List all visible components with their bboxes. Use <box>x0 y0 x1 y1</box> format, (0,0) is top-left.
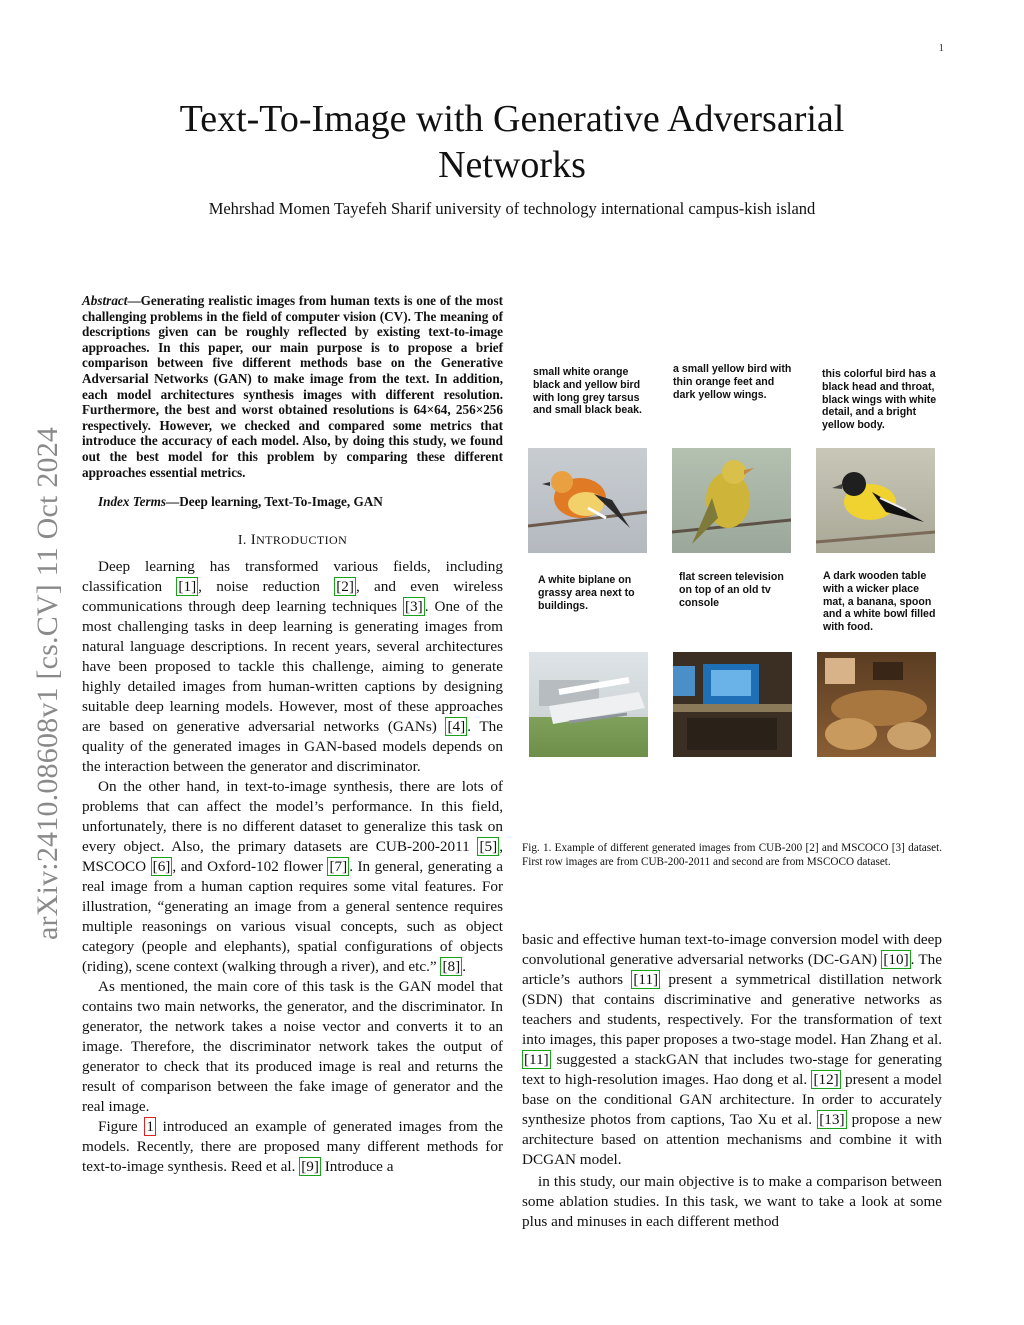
figure-1 <box>522 355 942 825</box>
paragraph-intro-1: Deep learning has transformed various fields, including classification [1] , noise reduction [2] , and even wireless communications through deep learning techniques [3] . One of the most challenging tasks in deep learning is generating images from natural language descriptions. In recent years, several architectures have been proposed to tackle this challenge, aiming to generate highly detailed images from human-written captions by designing suitable deep learning models. However, most of these approaches are based on generative adversarial networks (GANs) [4] . The quality of the generated images in GAN-based models depends on the interaction between the generator and discriminator. <box>82 558 503 776</box>
figure-prompt: a small yellow bird with thin orange feet and dark yellow wings. <box>673 363 792 401</box>
paragraph-intro-2: On the other hand, in text-to-image synthesis, there are lots of problems that can affect the model’s performance. In this field, unfortunately, there is no different dataset to generalize this task on every object. Also, the primary datasets are CUB-200-2011 [5] , MSCOCO [6] , and Oxford-102 flower [7] . In general, generating a real image from a human caption requires some vital features. For illustration, “generating an image from a general sentence requires multiple reasonings on various visual concepts, such as object category (people and elephants), spatial configurations of objects (riding), scene context (walking through a river), and etc.” [8] . <box>82 778 503 976</box>
index-terms <box>98 494 503 510</box>
figure-prompt: flat screen television on top of an old tv console <box>679 571 784 609</box>
paper-title: Text-To-Image with Generative Adversarial Networks <box>179 98 845 186</box>
index-terms-label: Index Terms <box>98 494 167 510</box>
generated-image-bird-yellow <box>672 448 791 553</box>
abstract <box>82 293 503 480</box>
figure-reference-link[interactable]: 1 <box>146 1118 154 1136</box>
citation-link[interactable]: [8] <box>442 958 461 976</box>
figure-prompt: A dark wooden table with a wicker place mat, a banana, spoon and a white bowl filled with food. <box>823 570 936 634</box>
citation-link[interactable]: [3] <box>404 598 423 616</box>
citation-link[interactable]: [4] <box>447 718 466 736</box>
paragraph-intro-4: Figure 1 introduced an example of generated images from the models. Recently, there are proposed many different methods for text-to-image synthesis. Reed et al. [9] Introduce a <box>82 1118 504 1176</box>
citation-link[interactable]: [5] <box>479 838 498 856</box>
citation-link[interactable]: [2] <box>336 578 354 596</box>
generated-image-table <box>817 652 936 757</box>
paragraph-intro-4-continued: basic and effective human text-to-image conversion model with deep convolutional generative adversarial networks (DC-GAN) [10] . The article’s authors [11] present a symmetrical distillation network (SDN) that contains discriminative and generative networks as teachers and students, respectively. For the transformation of text into images, this paper proposes a two-stage model. Han Zhang et al. [11] suggested a stackGAN that includes two-stage for generating text to high-resolution images. Hao dong et al. [12] present a model base on the conditional GAN architecture. In order to accurately synthesize photos from captions, Tao Xu et al. [13] propose a new architecture based on attention mechanisms and combine it with DCGAN model. <box>522 931 943 1168</box>
index-terms-text: —Deep learning, Text-To-Image, GAN <box>166 494 383 510</box>
generated-image-television <box>673 652 792 757</box>
figure-prompt: small white orange black and yellow bird with long grey tarsus and small black beak. <box>533 366 642 417</box>
left-column <box>82 293 503 1177</box>
citation-link[interactable]: [9] <box>301 1158 319 1176</box>
citation-link[interactable]: [12] <box>813 1071 839 1088</box>
citation-link[interactable]: [11] <box>633 971 659 988</box>
citation-link[interactable]: [10] <box>883 951 909 968</box>
citation-link[interactable]: [7] <box>329 858 348 876</box>
citation-link[interactable]: [1] <box>178 578 197 596</box>
citation-link[interactable]: [13] <box>819 1111 845 1128</box>
arxiv-identifier: arXiv:2410.08608v1 [cs.CV] 11 Oct 2024 <box>31 426 64 940</box>
right-column <box>522 930 942 1232</box>
figure-prompt: this colorful bird has a black head and throat, black wings with white detail, and a bright yellow body. <box>822 368 937 432</box>
section-heading-introduction: I. INTRODUCTION <box>237 532 348 549</box>
paragraph-intro-5: in this study, our main objective is to make a comparison between some ablation studies. In this task, we want to take a look at some plus and minuses in each different method <box>522 1173 942 1230</box>
author-line: Mehrshad Momen Tayefeh Sharif university of technology international campus-kish island <box>208 199 816 218</box>
page-number: 1 <box>938 42 944 54</box>
generated-image-biplane <box>529 652 648 757</box>
abstract-text: —Generating realistic images from human texts is one of the most challenging problems in the field of computer vision (CV). The meaning of descriptions given can be roughly reflected by existing text-to-image approaches. In this paper, our main purpose is to propose a brief comparison between five different methods base on the Generative Adversarial Networks (GAN) to make image from the text. In addition, each model architectures synthesis images with different resolution. Furthermore, the best and worst obtained resolutions is 64×64, 256×256 respectively. However, we checked and compared some metrics that introduce the accuracy of each model. Also, by doing this study, we found out the best model for this problem by comparing these different approaches essential metrics. <box>82 293 503 480</box>
citation-link[interactable]: [6] <box>152 858 171 876</box>
paragraph-intro-3: As mentioned, the main core of this task is the GAN model that contains two main networks, the generator, and the discriminator. In generator, the network takes a noise vector and converts it to an image. Therefore, the discriminator network takes the output of generator to check that its produced image is real and returns the result of comparison between the fake image of generator and the real image. <box>82 978 503 1116</box>
generated-image-bird-orange <box>528 448 647 553</box>
generated-image-bird-black-yellow <box>816 448 935 553</box>
abstract-label: Abstract <box>82 293 128 308</box>
figure-caption: Fig. 1. Example of different generated images from CUB-200 [2] and MSCOCO [3] dataset. First row images are from CUB-200-2011 and second are from MSCOCO dataset. <box>522 842 942 868</box>
citation-link[interactable]: [11] <box>524 1051 549 1068</box>
figure-prompt: A white biplane on grassy area next to buildings. <box>538 574 635 612</box>
